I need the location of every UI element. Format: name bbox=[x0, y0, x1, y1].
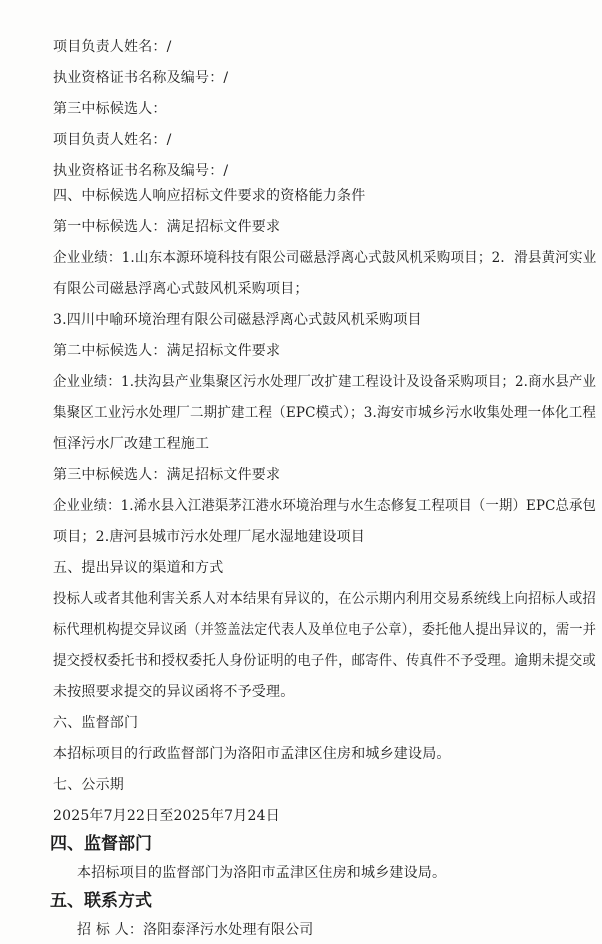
text-line: 第三中标候选人： bbox=[53, 101, 167, 117]
supervision-text: 本招标项目的监督部门为洛阳市孟津区住房和城乡建设局。 bbox=[77, 865, 447, 881]
contact-tenderer: 招 标 人：洛阳泰泽污水处理有限公司 bbox=[77, 922, 314, 938]
text-line: 提交授权委托书和授权委托人身份证明的电子件，邮寄件、传真件不予受理。逾期未提交或 bbox=[53, 653, 597, 669]
text-line: 第二中标候选人：满足招标文件要求 bbox=[53, 343, 281, 359]
text-line: 2025年7月22日至2025年7月24日 bbox=[53, 808, 280, 824]
text-line: 投标人或者其他利害关系人对本结果有异议的，在公示期内利用交易系统线上向招标人或招 bbox=[53, 591, 597, 607]
text-line: 项目负责人姓名：/ bbox=[53, 132, 172, 148]
section-title: 四、中标候选人响应招标文件要求的资格能力条件 bbox=[53, 188, 366, 204]
text-line: 标代理机构提交异议函（并签盖法定代表人及单位电子公章），委托他人提出异议的，需一并 bbox=[53, 622, 597, 638]
section-title: 六、监督部门 bbox=[53, 715, 139, 731]
text-line: 3.四川中喻环境治理有限公司磁悬浮离心式鼓风机采购项目 bbox=[53, 312, 422, 328]
text-line: 企业业绩：1.山东本源环境科技有限公司磁悬浮离心式鼓风机采购项目；2．滑县黄河实业 bbox=[53, 250, 597, 266]
text-line: 第三中标候选人：满足招标文件要求 bbox=[53, 467, 281, 483]
heading-supervision: 四、监督部门 bbox=[50, 834, 152, 854]
text-line: 执业资格证书名称及编号：/ bbox=[53, 163, 229, 179]
text-line: 项目负责人姓名：/ bbox=[53, 39, 172, 55]
heading-contact: 五、联系方式 bbox=[50, 891, 152, 911]
text-line: 第一中标候选人：满足招标文件要求 bbox=[53, 219, 281, 235]
text-line: 项目；2.唐河县城市污水处理厂尾水湿地建设项目 bbox=[53, 529, 365, 545]
text-line: 企业业绩：1.扶沟县产业集聚区污水处理厂改扩建工程设计及设备采购项目；2.商水县产业 bbox=[53, 374, 597, 390]
text-line: 集聚区工业污水处理厂二期扩建工程（EPC模式）；3.海安市城乡污水收集处理一体化工程 bbox=[53, 405, 597, 421]
text-line: 本招标项目的行政监督部门为洛阳市孟津区住房和城乡建设局。 bbox=[53, 746, 451, 762]
text-line: 有限公司磁悬浮离心式鼓风机采购项目； bbox=[53, 281, 309, 297]
text-line: 执业资格证书名称及编号：/ bbox=[53, 70, 229, 86]
text-line: 恒泽污水厂改建工程施工 bbox=[53, 436, 210, 452]
text-line: 未按照要求提交的异议函将不予受理。 bbox=[53, 684, 295, 700]
section-title: 七、公示期 bbox=[53, 777, 124, 793]
section-title: 五、提出异议的渠道和方式 bbox=[53, 560, 224, 576]
text-line: 企业业绩：1.浠水县入江港渠茅江港水环境治理与水生态修复工程项目（一期）EPC总承包 bbox=[53, 498, 597, 514]
